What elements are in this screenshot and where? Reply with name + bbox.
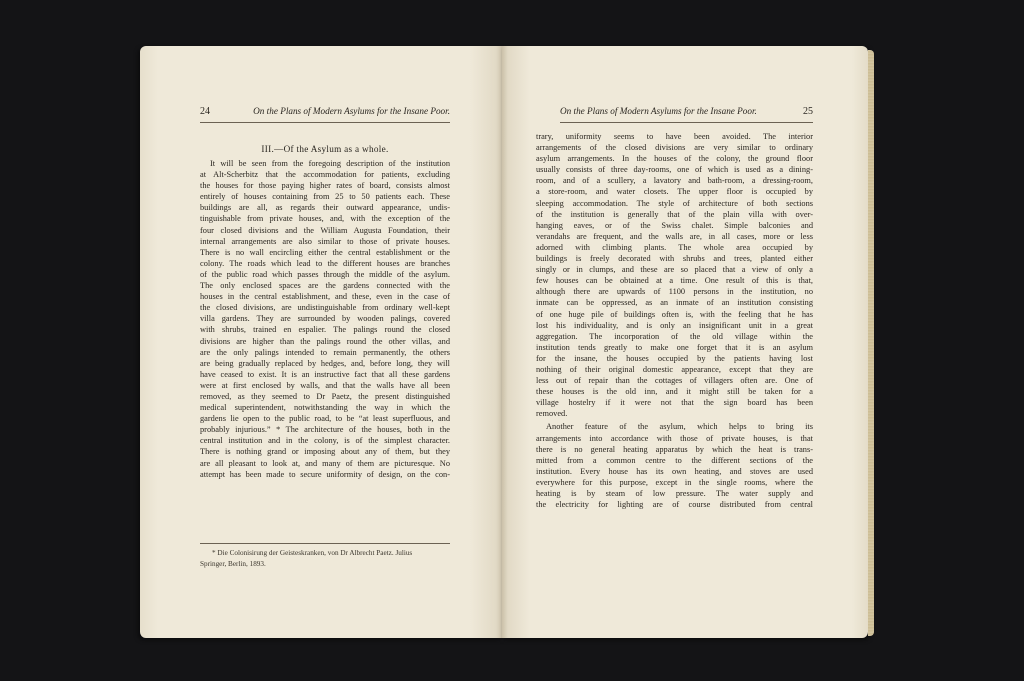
page-block-edge: [868, 50, 874, 636]
text-line: Another feature of the asylum, which helps to bring its: [546, 422, 813, 432]
text-line: institution. Every house has its own heating, and stoves are used: [536, 466, 813, 476]
header-rule-right: [560, 122, 813, 123]
text-line: room, and of a scullery, a lavatory and bath-room, a dressing-room,: [536, 176, 813, 186]
text-line: these houses is the old inn, and it might still be taken for a: [536, 387, 813, 397]
text-line: nothing of their original domestic appearance, except that they are: [536, 364, 813, 374]
text-line: mitted from a common centre to the different sections of the: [536, 455, 813, 465]
text-line: The only enclosed spaces are the gardens connected with the: [200, 281, 450, 291]
text-line: It will be seen from the foregoing description of the institution: [210, 159, 450, 168]
text-line: four closed divisions and the William Augusta Foundation, their: [200, 225, 450, 235]
text-line: for the insane, the houses occupied by the patients having lost: [536, 353, 813, 363]
left-body-text: [200, 158, 450, 480]
text-line: Springer, Berlin, 1893.: [200, 559, 266, 568]
text-line: are the only palings intended to remain permanently, the others: [200, 347, 450, 357]
text-line: usually consists of three day-rooms, one of which is used as a dining-: [536, 165, 813, 175]
footnote: [200, 548, 450, 569]
text-line: colony. The roads which lead to the different houses are branches: [200, 258, 450, 268]
right-page: [502, 46, 868, 638]
text-line: of the public road which passes through the middle of the asylum.: [200, 269, 450, 279]
text-line: of one huge pile of buildings often is, with the feeling that he has: [536, 309, 813, 319]
right-body-text: [536, 131, 813, 510]
text-line: of the institution is generally that of the plain villa with over-: [536, 209, 813, 219]
text-line: internal arrangements are also similar to those of private houses.: [200, 236, 450, 246]
text-line: arrangements of the closed divisions are very similar to ordinary: [536, 143, 813, 153]
text-line: village hostelry if it were not that the sign board has been: [536, 398, 813, 408]
text-line: with shrubs, trained en espalier. The palings round the closed: [200, 325, 450, 335]
text-line: have ceased to exist. It is an instructive fact that all these gardens: [200, 369, 450, 379]
text-line: There is nothing grand or imposing about any of them, but they: [200, 447, 450, 457]
text-line: buildings are all, as regards their outward appearance, undis-: [200, 203, 450, 213]
footnote-rule: [200, 543, 450, 544]
page-number-right: 25: [803, 106, 813, 117]
running-head-right: [560, 106, 813, 117]
text-line: removed, as they seemed to Dr Paetz, the present distinguished: [200, 391, 450, 401]
text-line: * Die Colonisirung der Geisteskranken, von Dr Albrecht Paetz. Julius: [212, 549, 413, 557]
text-line: the closed divisions, are undistinguishable from ordinary well-kept: [200, 303, 450, 313]
text-line: the electricity for lighting are of course distributed from central: [536, 500, 813, 510]
text-line: less out of repair than the cottages of villagers often are. One of: [536, 376, 813, 386]
text-line: medical superintendent, notwithstanding the way in which the: [200, 403, 450, 413]
text-line: few houses can be obtained at a time. One result of this is that,: [536, 276, 813, 286]
running-title-left: On the Plans of Modern Asylums for the Insane Poor.: [253, 106, 450, 116]
text-line: attempt has been made to secure uniformity of design, on the con-: [200, 469, 450, 479]
text-line: There is no wall encircling either the central establishment or the: [200, 247, 450, 257]
text-line: asylum arrangements. In the houses of the colony, the ground floor: [536, 154, 813, 164]
text-line: inmate can be oppressed, as an inmate of an institution consisting: [536, 298, 813, 308]
text-line: divisions are higher than the palings round the other villas, and: [200, 336, 450, 346]
text-line: lost his individuality, and is only an insignificant unit in a great: [536, 320, 813, 330]
text-line: central institution and in the colony, is of the simplest character.: [200, 436, 450, 446]
text-line: buildings is freely decorated with shrubs and trees, planted either: [536, 254, 813, 264]
text-line: tinguishable from private houses, and, with the exception of the: [200, 214, 450, 224]
text-line: sleeping accommodation. The style of architecture of both sections: [536, 198, 813, 208]
text-line: are all pleasant to look at, and many of them are picturesque. No: [200, 458, 450, 468]
text-line: aggregation. The incorporation of the old village within the: [536, 331, 813, 341]
text-line: houses in the central establishment, and these, even in the case of: [200, 292, 450, 302]
text-line: entirely of houses containing from 25 to 50 patients each. These: [200, 192, 450, 202]
text-line: institution tends greatly to make one forget that it is an asylum: [536, 342, 813, 352]
text-line: removed.: [536, 409, 568, 419]
running-title-right: On the Plans of Modern Asylums for the Insane Poor.: [560, 106, 757, 116]
text-line: are being gradually replaced by hedges, and, before long, they will: [200, 358, 450, 368]
text-line: hanging eaves, or of the Swiss chalet. Simple balconies and: [536, 220, 813, 230]
section-heading: III.—Of the Asylum as a whole.: [261, 144, 389, 154]
text-line: arrangements into accordance with those of private houses, is that: [536, 433, 813, 443]
text-line: trary, uniformity seems to have been avoided. The interior: [536, 132, 813, 141]
text-line: probably injurious.” * The architecture of the houses, both in the: [200, 425, 450, 435]
text-line: the houses for those paying higher rates of board, consists almost: [200, 181, 450, 191]
text-line: villa gardens. They are surrounded by wooden palings, covered: [200, 314, 450, 324]
left-page: [140, 46, 502, 638]
page-number-left: 24: [200, 106, 210, 117]
text-line: although there are upwards of 1100 persons in the institution, no: [536, 287, 813, 297]
text-line: gardens lie open to the public road, to be “at least superfluous, and: [200, 414, 450, 424]
text-line: a store-room, and water closets. The upper floor is occupied by: [536, 187, 813, 197]
text-line: there is no general heating apparatus by which the heat is trans-: [536, 444, 813, 454]
text-line: verandahs are frequent, and the walls are, in all cases, more or less: [536, 231, 813, 241]
text-line: at Alt-Scherbitz that the accommodation for patients, excluding: [200, 170, 450, 180]
running-head-left: [200, 106, 450, 117]
text-line: were at first enclosed by walls, and that the walls have all been: [200, 380, 450, 390]
text-line: adorned with climbing plants. The whole area occupied by: [536, 242, 813, 252]
text-line: heating is by steam of low pressure. The water supply and: [536, 489, 813, 498]
header-rule-left: [200, 122, 450, 123]
text-line: everywhere for this purpose, except in the single rooms, where the: [536, 477, 813, 487]
text-line: singly or in clumps, and these are so placed that a view of only a: [536, 265, 813, 275]
open-book: [140, 46, 868, 640]
